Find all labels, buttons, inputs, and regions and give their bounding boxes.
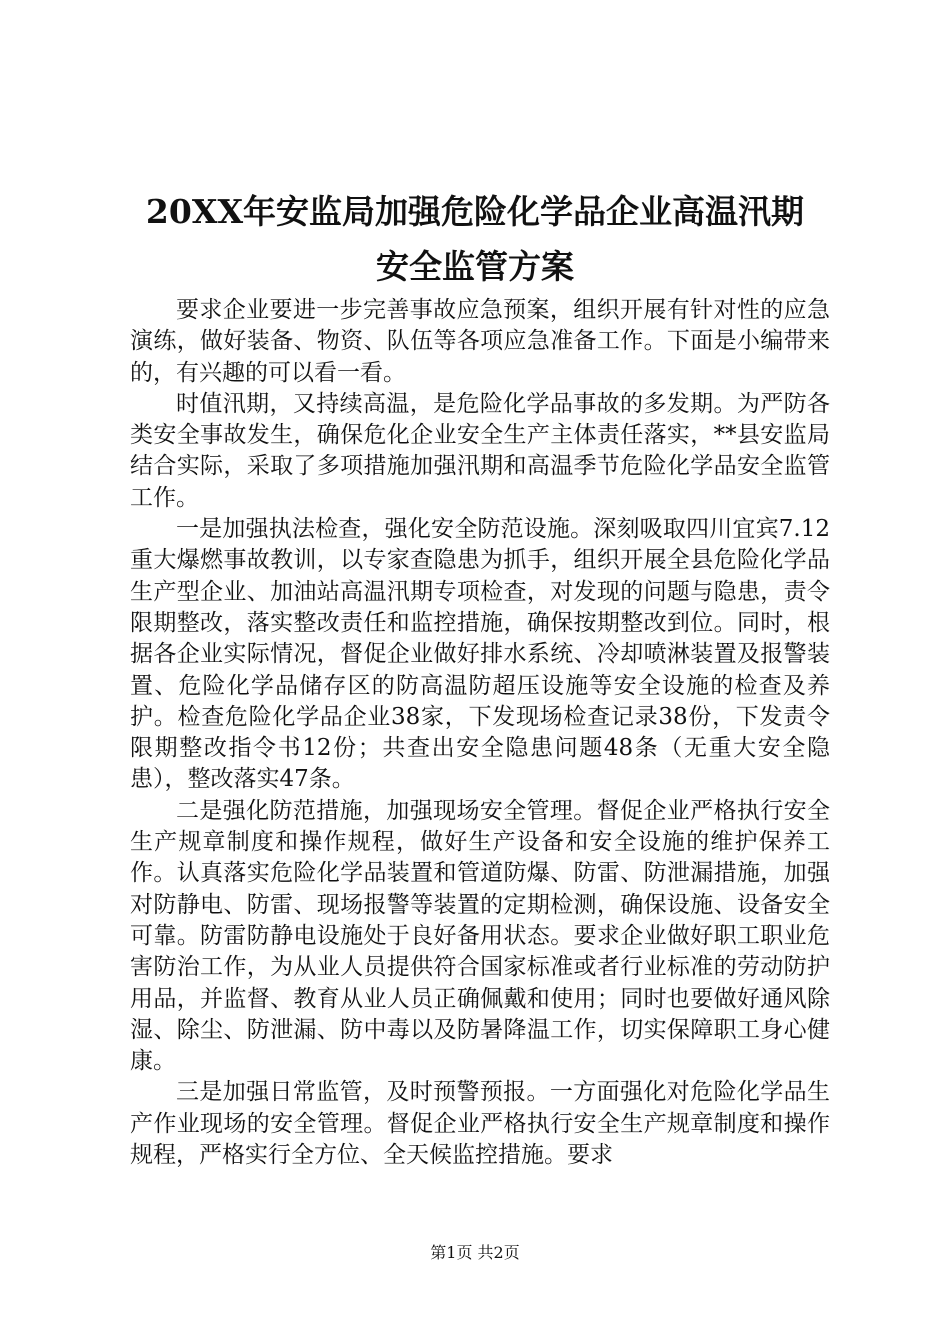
paragraph-background: 时值汛期，又持续高温，是危险化学品事故的多发期。为严防各类安全事故发生，确保危化企业安全生产主体责任落实，**县安监局结合实际，采取了多项措施加强汛期和高温季节危险化学品安全监管工作。: [130, 390, 830, 511]
document-title-line-1: 20XX年安监局加强危险化学品企业高温汛期: [145, 192, 805, 231]
paragraph-measure-2: 二是强化防范措施，加强现场安全管理。督促企业严格执行安全生产规章制度和操作规程，做好生产设备和安全设施的维护保养工作。认真落实危险化学品装置和管道防爆、防雷、防泄漏措施，加强对防静电、防雷、现场报警等装置的定期检测，确保设施、设备安全可靠。防雷防静电设施处于良好备用状态。要求企业做好职工职业危害防治工作，为从业人员提供符合国家标准或者行业标准的劳动防护用品，并监督、教育从业人员正确佩戴和使用；同时也要做好通风除湿、除尘、防泄漏、防中毒以及防暑降温工作，切实保障职工身心健康。: [130, 797, 830, 1075]
paragraph-intro: 要求企业要进一步完善事故应急预案，组织开展有针对性的应急演练，做好装备、物资、队伍等各项应急准备工作。下面是小编带来的，有兴趣的可以看一看。: [130, 297, 830, 386]
paragraph-measure-3: 三是加强日常监管，及时预警预报。一方面强化对危险化学品生产作业现场的安全管理。督促企业严格执行安全生产规章制度和操作规程，严格实行全方位、全天候监控措施。要求: [130, 1079, 830, 1169]
paragraph-measure-1: 一是加强执法检查，强化安全防范设施。深刻吸取四川宜宾7.12重大爆燃事故教训，以专家查隐患为抓手，组织开展全县危险化学品生产型企业、加油站高温汛期专项检查，对发现的问题与隐患，责令限期整改，落实整改责任和监控措施，确保按期整改到位。同时，根据各企业实际情况，督促企业做好排水系统、冷却喷淋装置及报警装置、危险化学品储存区的防高温防超压设施等安全设施的检查及养护。检查危险化学品企业38家，下发现场检查记录38份，下发责令限期整改指令书12份；共查出安全隐患问题48条（无重大安全隐患），整改落实47条。: [130, 516, 830, 793]
document-body: [130, 295, 830, 1171]
document-title-line-2: 安全监管方案: [376, 247, 574, 286]
page-number-footer: 第1页 共2页: [430, 1243, 520, 1262]
